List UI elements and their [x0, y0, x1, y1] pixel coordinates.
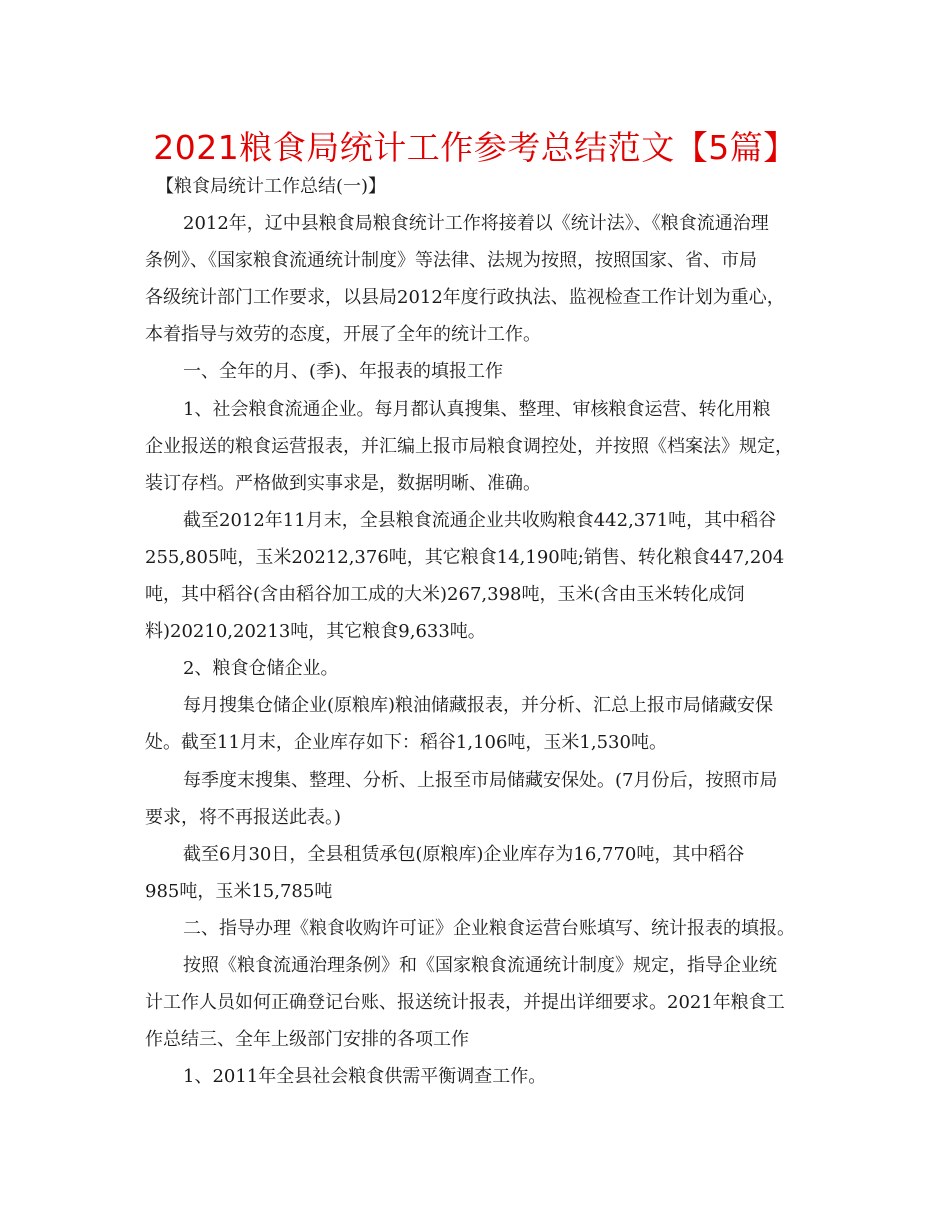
body-line: 截至6月30日，全县租赁承包(原粮库)企业库存为16,770吨，其中稻谷 [183, 843, 745, 865]
body-line: 装订存档。严格做到实事求是，数据明晰、准确。 [145, 472, 541, 494]
body-line: 企业报送的粮食运营报表，并汇编上报市局粮食调控处，并按照《档案法》规定， [145, 435, 793, 457]
body-line: 条例》、《国家粮食流通统计制度》等法律、法规为按照，按照国家、省、市局 [145, 250, 757, 272]
body-line: 一、全年的月、(季)、年报表的填报工作 [183, 361, 504, 383]
body-line: 计工作人员如何正确登记台账、报送统计报表，并提出详细要求。2021年粮食工 [145, 992, 785, 1014]
body-line: 吨，其中稻谷(含由稻谷加工成的大米)267,398吨，玉米(含由玉米转化成饲 [145, 584, 745, 606]
body-line: 处。截至11月末，企业库存如下：稻谷1,106吨，玉米1,530吨。 [145, 732, 667, 754]
body-line: 1、社会粮食流通企业。每月都认真搜集、整理、审核粮食运营、转化用粮 [183, 398, 771, 420]
body-line: 二、指导办理《粮食收购许可证》企业粮食运营台账填写、统计报表的填报。 [183, 917, 795, 939]
body-line: 1、2011年全县社会粮食供需平衡调查工作。 [183, 1066, 547, 1088]
body-line: 每季度末搜集、整理、分析、上报至市局储藏安保处。(7月份后，按照市局 [183, 769, 778, 791]
section-heading: 【粮食局统计工作总结(一)】 [156, 176, 387, 197]
body-line: 截至2012年11月末，全县粮食流通企业共收购粮食442,371吨，其中稻谷 [183, 509, 777, 531]
body-line: 每月搜集仓储企业(原粮库)粮油储藏报表，并分析、汇总上报市局储藏安保 [183, 695, 774, 717]
body-line: 要求，将不再报送此表。) [145, 806, 342, 828]
body-line: 作总结三、全年上级部门安排的各项工作 [145, 1029, 469, 1051]
body-line: 料)20210,20213吨，其它粮食9,633吨。 [145, 621, 486, 643]
body-line: 按照《粮食流通治理条例》和《国家粮食流通统计制度》规定，指导企业统 [183, 954, 777, 976]
body-line: 2、粮食仓储企业。 [183, 658, 339, 680]
document-body [145, 168, 825, 1095]
document-title: 2021粮食局统计工作参考总结范文【5篇】 [153, 128, 797, 167]
body-line: 各级统计部门工作要求，以县局2012年度行政执法、监视检查工作计划为重心， [145, 287, 785, 309]
body-line: 255,805吨，玉米20212,376吨，其它粮食14,190吨;销售、转化粮食447,204 [145, 546, 785, 568]
body-line: 985吨，玉米15,785吨 [145, 880, 333, 902]
body-line: 2012年，辽中县粮食局粮食统计工作将接着以《统计法》、《粮食流通治理 [183, 213, 769, 235]
body-line: 本着指导与效劳的态度，开展了全年的统计工作。 [145, 324, 541, 346]
